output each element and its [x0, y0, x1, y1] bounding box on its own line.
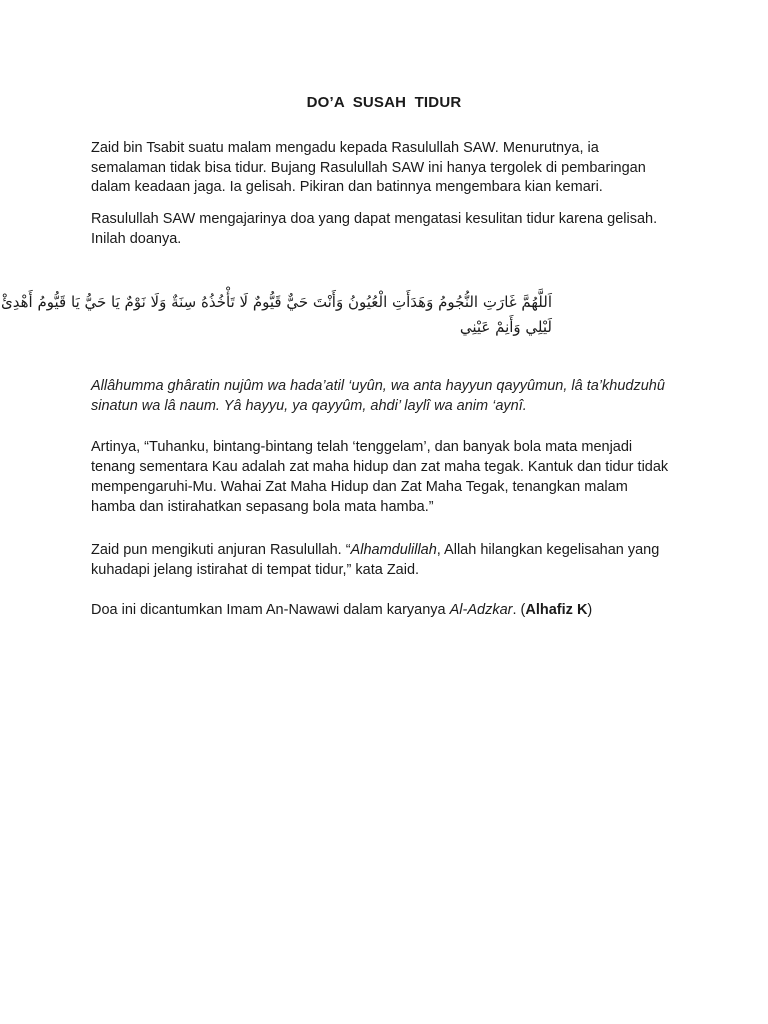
source-text-before: Doa ini dicantumkan Imam An-Nawawi dalam karyanya — [91, 602, 450, 618]
arabic-prayer-text: اَللَّهُمَّ غَارَتِ النُّجُومُ وَهَدَأَتِ الْعُيُونُ وَأَنْتَ حَيٌّ قَيُّومٌ لَا تَأْخُذُهُ سِنَةٌ وَلَا نَوْمٌ يَا حَيُّ يَا قَيُّومُ أَهْدِئْ لَيْلِي وَأَنِمْ عَيْنِي — [1, 293, 552, 336]
testimony-text-before: Zaid pun mengikuti anjuran Rasulullah. “ — [91, 542, 351, 558]
paragraph-translation: Artinya, “Tuhanku, bintang-bintang telah ‘tenggelam’, dan banyak bola mata menjadi tenang sementara Kau adalah zat maha hidup dan zat maha tegak. Kantuk dan tidur tidak mempengaruhi-Mu. Wahai Zat Maha Hidup dan Zat Maha Tegak, tenangkan malam hamba dan istirahatkan sepasang bola mata hamba.” — [91, 439, 669, 515]
testimony-text-after: , Allah hilangkan kegelisahan yang kuhadapi jelang istirahat di tempat tidur,” kata Zaid. — [91, 542, 660, 578]
transliteration-text: Allâhumma ghâratin nujûm wa hada’atil ‘uyûn, wa anta hayyun qayyûmun, lâ ta’khudzuhû sinatun wa lâ naum. Yâ hayyu, ya qayyûm, ahdi’ laylî wa anim ‘aynî. — [91, 378, 665, 414]
paragraph-source — [91, 601, 676, 621]
paragraph-teaching: Rasulullah SAW mengajarinya doa yang dapat mengatasi kesulitan tidur karena gelisah. Inilah doanya. — [91, 211, 658, 247]
paragraph-intro: Zaid bin Tsabit suatu malam mengadu kepada Rasulullah SAW. Menurutnya, ia semalaman tidak bisa tidur. Bujang Rasulullah SAW ini hanya tergolek di pembaringan dalam keadaan jaga. Ia gelisah. Pikiran dan batinnya mengembara kian kemari. — [91, 140, 646, 195]
paragraph-testimony — [91, 540, 676, 580]
testimony-italic-phrase: Alhamdulillah — [350, 542, 437, 558]
author-credit: Alhafiz K — [525, 602, 588, 618]
page-title: DO’A SUSAH TIDUR — [306, 94, 462, 111]
source-book-title: Al-Adzkar — [449, 602, 513, 618]
source-text-after: ) — [587, 602, 593, 618]
source-text-middle: . ( — [512, 602, 526, 618]
